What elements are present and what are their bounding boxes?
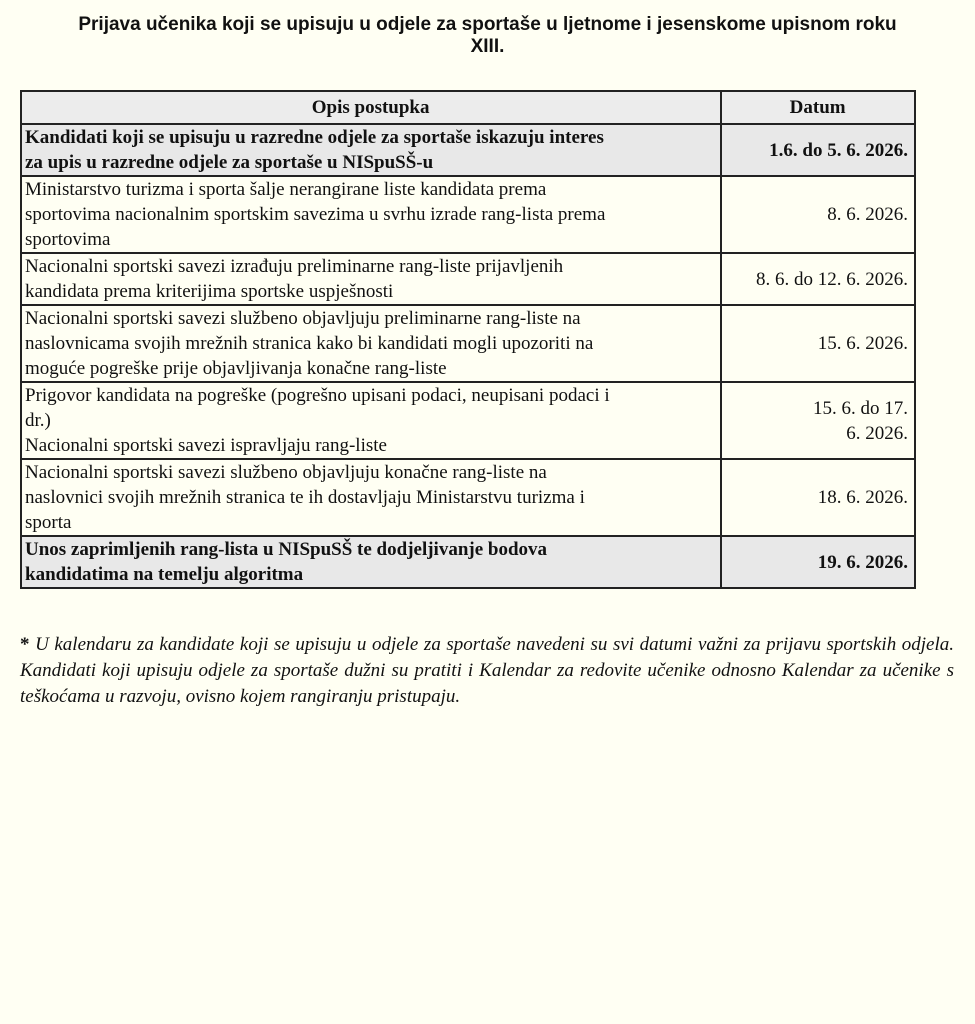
footnote-text: U kalendaru za kandidate koji se upisuju u odjele za sportaše navedeni su svi datumi važni za prijavu sportskih odjela. Kandidati koji upisuju odjele za sportaše dužni su pratiti i Kalendar za redovite učenike odnosno Kalendar za učenike s teškoćama u razvoju, ovisno kojem rangiranju pristupaju. xyxy=(20,634,955,707)
table-row xyxy=(21,536,915,588)
row-description-line: Prigovor kandidata na pogreške (pogrešno upisani podaci, neupisani podaci i xyxy=(25,385,610,406)
row-description-line: sportovima xyxy=(25,229,111,250)
row-date: 8. 6. do 12. 6. 2026. xyxy=(721,253,915,305)
row-description-line: za upis u razredne odjele za sportaše u NISpuSŠ-u xyxy=(25,152,434,173)
footnote-marker: * xyxy=(20,634,30,655)
header-description: Opis postupka xyxy=(21,91,721,124)
row-description-line: Ministarstvo turizma i sporta šalje nerangirane liste kandidata prema xyxy=(25,179,547,200)
row-description-line: sporta xyxy=(25,512,72,533)
row-description-line: Nacionalni sportski savezi službeno objavljuju preliminarne rang-liste na xyxy=(25,308,581,329)
row-description xyxy=(21,382,721,459)
row-description xyxy=(21,176,721,253)
table-header-row xyxy=(21,91,915,124)
row-description-line: kandidatima na temelju algoritma xyxy=(25,564,304,585)
row-date-line: 15. 6. do 17. xyxy=(813,397,908,419)
row-description xyxy=(21,124,721,176)
row-date xyxy=(721,382,915,459)
row-description-line: kandidata prema kriterijima sportske uspješnosti xyxy=(25,281,394,302)
header-date: Datum xyxy=(721,91,915,124)
row-date: 1.6. do 5. 6. 2026. xyxy=(721,124,915,176)
row-description-line: Nacionalni sportski savezi ispravljaju rang-liste xyxy=(25,435,387,456)
table-row xyxy=(21,382,915,459)
footnote xyxy=(20,632,954,710)
row-description-line: naslovnici svojih mrežnih stranica te ih dostavljaju Ministarstvu turizma i xyxy=(25,487,585,508)
table-row xyxy=(21,459,915,536)
row-date: 15. 6. 2026. xyxy=(721,305,915,382)
row-date: 19. 6. 2026. xyxy=(721,536,915,588)
row-date: 18. 6. 2026. xyxy=(721,459,915,536)
row-description-line: dr.) xyxy=(25,410,51,431)
row-description-line: Unos zaprimljenih rang-lista u NISpuSŠ te dodjeljivanje bodova xyxy=(25,539,548,560)
table-row xyxy=(21,124,915,176)
row-description-line: Kandidati koji se upisuju u razredne odjele za sportaše iskazuju interes xyxy=(25,127,604,148)
table-row xyxy=(21,305,915,382)
page-title-line-2: XIII. xyxy=(470,36,505,57)
schedule-table xyxy=(20,90,916,589)
table-row xyxy=(21,253,915,305)
page-title xyxy=(0,14,955,58)
row-description-line: Nacionalni sportski savezi izrađuju preliminarne rang-liste prijavljenih xyxy=(25,256,564,277)
row-description xyxy=(21,253,721,305)
row-description xyxy=(21,536,721,588)
row-description-line: moguće pogreške prije objavljivanja konačne rang-liste xyxy=(25,358,447,379)
row-date-line: 6. 2026. xyxy=(846,422,908,444)
row-description-line: naslovnicama svojih mrežnih stranica kako bi kandidati mogli upozoriti na xyxy=(25,333,594,354)
row-description-line: sportovima nacionalnim sportskim savezima u svrhu izrade rang-lista prema xyxy=(25,204,606,225)
row-description xyxy=(21,459,721,536)
row-description-line: Nacionalni sportski savezi službeno objavljuju konačne rang-liste na xyxy=(25,462,547,483)
row-date: 8. 6. 2026. xyxy=(721,176,915,253)
page-title-line-1: Prijava učenika koji se upisuju u odjele za sportaše u ljetnome i jesenskome upisnom roku xyxy=(78,14,897,35)
table-row xyxy=(21,176,915,253)
row-description xyxy=(21,305,721,382)
